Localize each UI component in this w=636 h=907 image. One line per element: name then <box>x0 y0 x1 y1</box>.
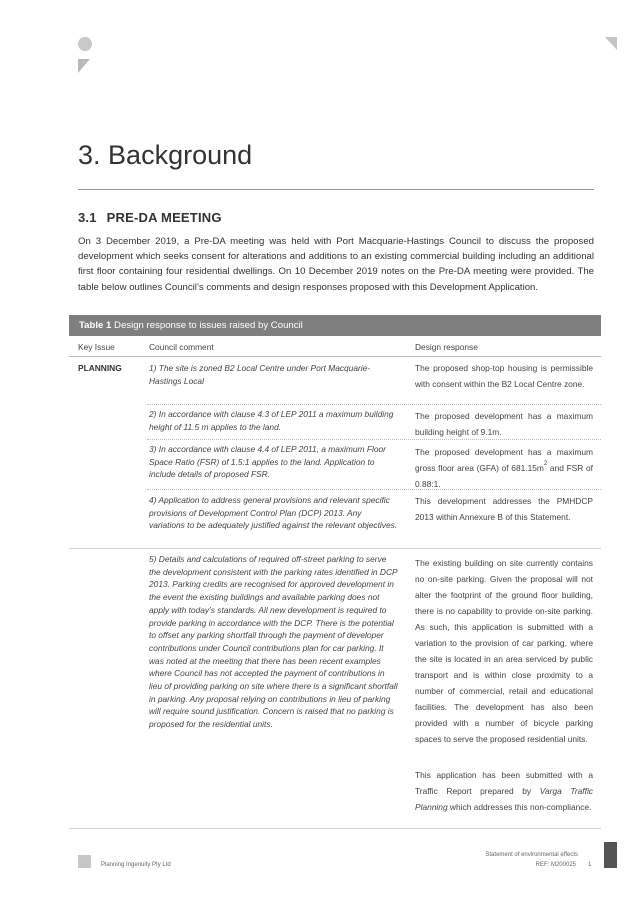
row-divider <box>147 439 601 440</box>
design-response-2: The proposed development has a maximum building height of 9.1m. <box>415 411 593 437</box>
key-issue-planning: PLANNING <box>78 363 122 373</box>
decorative-triangle-left <box>78 59 90 73</box>
council-comment-2: 2) In accordance with clause 4.3 of LEP 2011 a maximum building height of 11.5 m applies to the land. <box>149 409 394 432</box>
council-comment-1: 1) The site is zoned B2 Local Centre under Port Macquarie-Hastings Local <box>149 363 371 386</box>
row-divider <box>147 489 601 490</box>
footer-ref: REF: M200025 <box>535 862 576 868</box>
footer-bar <box>604 842 617 868</box>
table-caption: Table 1 Design response to issues raised by Council <box>69 315 601 336</box>
footer-company: Planning Ingenuity Pty Ltd <box>101 862 171 868</box>
row-divider <box>69 548 601 549</box>
subsection-heading: 3.1 PRE-DA MEETING <box>78 210 222 225</box>
header-key-issue: Key Issue <box>78 342 115 352</box>
intro-paragraph: On 3 December 2019, a Pre-DA meeting was held with Port Macquarie-Hastings Council to discuss the proposed development which seeks consent for alterations and additions to an existing commercial building including an additional first floor containing four residential dwellings. On 10 December 2019 notes on the Pre-DA meeting were provided. The table below outlines Council’s comments and design responses proposed with this Development Application. <box>78 236 594 293</box>
decorative-circle <box>78 37 92 51</box>
table-bottom-rule <box>69 828 601 829</box>
council-comment-5: 5) Details and calculations of required off-street parking to serve the development consistent with the parking rates identified in DCP 2013. Parking credits are recognised for approved development in the event the existing buildings and available parking does not apply with today’s standards. All new development is required to provide parking in accordance with the DCP. There is the potential to offset any parking shortfall through the payment of developer contributions under Council contributions plan for car parking. It was noted at the meeting that there has been recent examples where Council has not accepted the payment of contributions in lieu of providing parking on site where there is a significant shortfall in parking. Any proposal relying on contributions in lieu of parking will require sound justification. Concern is raised that no parking is proposed for the residential units. <box>149 554 398 730</box>
table-header <box>69 336 601 357</box>
heading-rule <box>78 189 594 190</box>
section-heading: 3. Background <box>78 140 253 170</box>
design-response-4: This development addresses the PMHDCP 2013 within Annexure B of this Statement. <box>415 496 593 522</box>
row-divider <box>147 404 601 405</box>
header-council-comment: Council comment <box>149 342 214 352</box>
header-design-response: Design response <box>415 342 478 352</box>
decorative-triangle-right <box>605 37 617 50</box>
footer-square <box>78 855 91 868</box>
footer-doc-title: Statement of environmental effects <box>485 852 578 858</box>
design-response-5: The existing building on site currently contains no on-site parking. Given the proposal will not alter the footprint of the ground floor building, there is no capability to provide on-site parking. As such, this application is submitted with a variation to the provision of car parking, where the site is located in an area serviced by public transport and is within close proximity to a number of commercial, retail and educational facilities. The development has also been provided with a number of bicycle parking spaces to serve the proposed residential units. <box>415 558 593 744</box>
council-comment-4: 4) Application to address general provisions and relevant specific provisions of Development Control Plan (DCP) 2013. Any variations to be adequately justified against the relevant objectives. <box>149 495 398 531</box>
footer-page-number: 1 <box>588 862 592 868</box>
design-response-3: The proposed development has a maximum gross floor area (GFA) of $681.15m^2$ and FSR of 0.88:1. <box>415 447 593 489</box>
council-comment-3: 3) In accordance with clause 4.4 of LEP 2011, a maximum Floor Space Ratio (FSR) of 1.5:1 applies to the land. Application to include details of proposed FSR. <box>149 444 386 480</box>
design-response-1: The proposed shop-top housing is permissible with consent within the B2 Local Centre zone. <box>415 363 593 389</box>
design-response-5b: This application has been submitted with a Traffic Report prepared by Varga Traffic Planning which addresses this non-compliance. <box>415 770 593 812</box>
